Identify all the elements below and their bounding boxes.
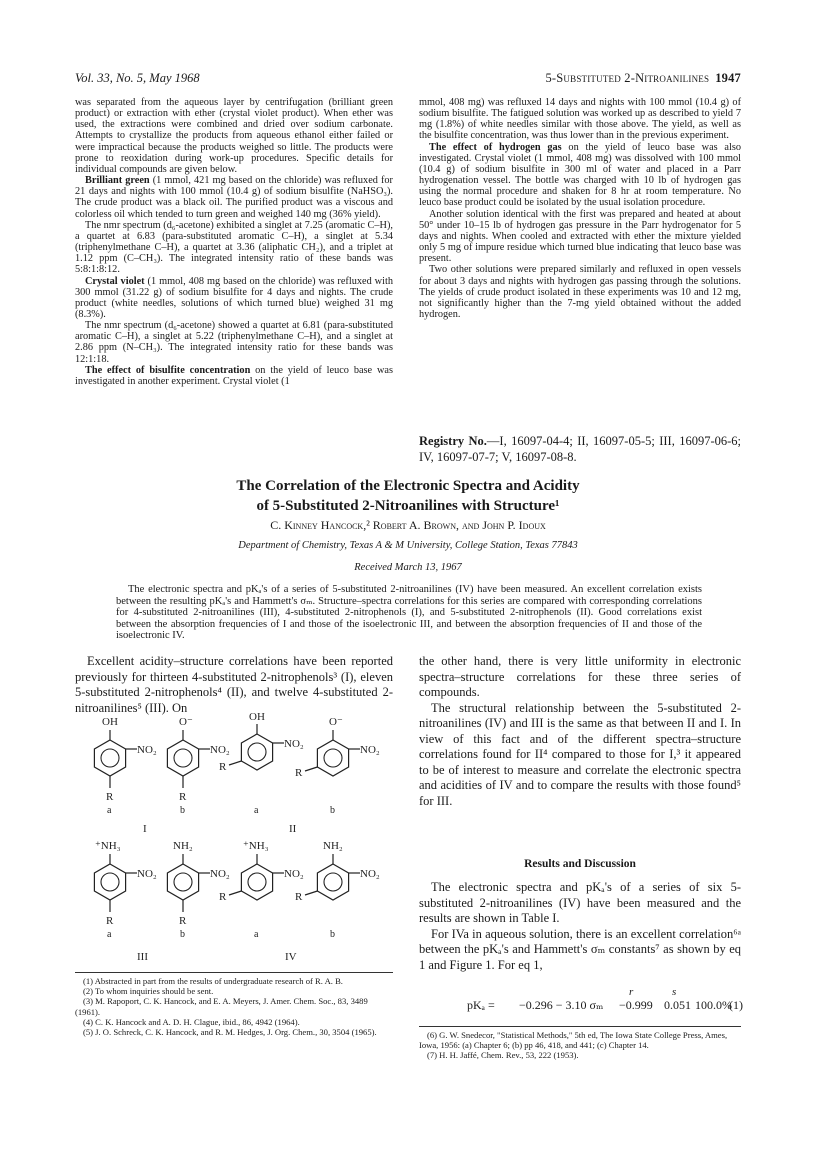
r-label: R xyxy=(179,791,187,803)
no2-label: NO₂ xyxy=(284,868,304,880)
paragraph: was separated from the aqueous layer by centrifugation (brilliant green product) or extraction with ether (crystal violet product). When ether was used, the extractions were combined and dried over sodium carbonate. Attempts to crystallize the products from aqueous ethanol either failed or were impractical because the products weighed so little. The products were prone to reoxidation during work-up procedures. Specific details for individual compounds are given below. xyxy=(75,97,393,175)
numeral-label: I xyxy=(143,823,147,835)
footnote: (2) To whom inquiries should be sent. xyxy=(83,986,214,997)
structure-IVa xyxy=(229,854,284,900)
no2-label: NO₂ xyxy=(360,744,380,756)
body-column-right xyxy=(419,654,741,809)
bold-lead: The effect of hydrogen gas xyxy=(429,141,562,153)
received-date: Received March 13, 1967 xyxy=(354,562,462,573)
no2-label: NO₂ xyxy=(284,738,304,750)
r-label: R xyxy=(106,915,114,927)
letter-label: b xyxy=(180,805,185,816)
group-label: O⁻ xyxy=(329,716,343,728)
footnote: (7) H. H. Jaffé, Chem. Rev., 53, 222 (1953). xyxy=(427,1050,579,1061)
title-line-2: of 5-Substituted 2-Nitroanilines with Structure¹ xyxy=(256,498,560,514)
paragraph: Another solution identical with the first was prepared and heated at about 50° under 10–15 lb of hydrogen gas pressure in the Parr hydrogenator for 5 days and nights. When cooled and extracted with ether the mixture yielded only 5 mg of impure residue which turned blue indicating that leuco base was present. xyxy=(419,208,741,265)
structure-IIb xyxy=(305,730,360,776)
paragraph: Two other solutions were prepared similarly and refluxed in open vessels for about 3 days and nights with hydrogen gas passing through the solutions. The yields of crude product isolated in these experiments was 10 and 12 mg, not significantly higher than the 7-mg yield obtained without the added hydrogen. xyxy=(419,264,741,320)
bold-lead: The effect of bisulfite concentration xyxy=(85,364,251,376)
structure-IIIb xyxy=(167,854,210,912)
footnote-rule xyxy=(75,972,393,973)
paragraph: the other hand, there is very little uniformity in electronic spectra–structure correlations for these three series of compounds. xyxy=(419,654,741,699)
footnotes-right xyxy=(419,1030,741,1061)
experimental-column-right xyxy=(419,97,741,320)
letter-label: a xyxy=(107,929,112,940)
letter-label: a xyxy=(254,805,259,816)
paragraph-bisulfite: The effect of bisulfite concentration on the yield of leuco base was investigated in another experiment. Crystal violet (1 xyxy=(75,364,393,387)
paragraph: The structural relationship between the 5-substituted 2-nitroanilines (IV) and III is the same as that between II and I. In view of this fact and of the different spectra–structure correlations found for II⁴ compared to those for I,³ it appeared to be of interest to measure and correlate the electronic spectra and acidities of IV and to compare the results with those found⁵ for III. xyxy=(419,700,741,808)
paragraph: For IVa in aqueous solution, there is an excellent correlation⁶ᵃ between the pKₐ's and Hammett's σₘ constants⁷ as shown by eq 1 and Figure 1. For eq 1, xyxy=(419,926,741,972)
letter-label: a xyxy=(107,805,112,816)
footnote-rule xyxy=(419,1026,741,1027)
footnote: (3) M. Rapoport, C. K. Hancock, and E. A. Meyers, J. Amer. Chem. Soc., 83, 3489 (1961). xyxy=(75,996,368,1017)
footnote: (1) Abstracted in part from the results of undergraduate research of R. A. B. xyxy=(83,976,343,986)
page-number: 1947 xyxy=(715,71,741,85)
equation-1 xyxy=(419,998,741,1014)
eq-percent: 100.0% xyxy=(695,998,732,1012)
structure-IVb xyxy=(305,854,360,900)
paragraph: The electronic spectra and pKₐ's of a series of six 5-substituted 2-nitroanilines (IV) have been measured and the results are shown in Table I. xyxy=(419,880,741,925)
eq-r-header: r xyxy=(629,986,634,998)
eq-s-header: s xyxy=(672,986,677,998)
no2-label: NO₂ xyxy=(137,868,157,880)
r-label: R xyxy=(219,761,227,773)
title-line-1: The Correlation of the Electronic Spectra and Acidity xyxy=(236,478,580,494)
letter-label: a xyxy=(254,929,259,940)
group-label: OH xyxy=(102,716,118,728)
bold-lead: Brilliant green xyxy=(85,175,150,187)
results-text xyxy=(419,880,741,973)
affiliation: Department of Chemistry, Texas A & M University, College Station, Texas 77843 xyxy=(238,540,578,551)
footnotes-left xyxy=(75,976,393,1037)
authors xyxy=(75,518,741,533)
numeral-label: III xyxy=(137,951,148,963)
running-header-right xyxy=(545,71,741,86)
footnote: (5) J. O. Schreck, C. K. Hancock, and R. M. Hedges, J. Org. Chem., 30, 3504 (1965). xyxy=(83,1027,377,1038)
registry-text: —I, 16097-04-4; II, 16097-05-5; III, 16097-06-6; IV, 16097-07-7; V, 16097-08-8. xyxy=(419,434,742,464)
registry-numbers xyxy=(419,433,741,465)
numeral-label: IV xyxy=(285,951,297,963)
r-label: R xyxy=(295,891,303,903)
author-list: C. Kinney Hancock,² Robert A. Brown, and John P. Idoux xyxy=(270,518,546,532)
eq-number: (1) xyxy=(729,998,743,1012)
eq-r-value: −0.999 xyxy=(619,998,653,1012)
group-label: ⁺NH₃ xyxy=(243,840,269,852)
no2-label: NO₂ xyxy=(210,868,230,880)
paragraph: The nmr spectrum (d₆-acetone) showed a quartet at 6.81 (para-substituted aromatic C–H), a singlet at 5.22 (triphenylmethane C–H), and a singlet at 2.86 ppm (N–CH₃). The integrated intensity ratio for these bands was 12:1:18. xyxy=(75,320,393,365)
eq-s-value: 0.051 xyxy=(664,998,691,1012)
eq-lhs: pKₐ = xyxy=(467,998,495,1012)
structure-Ia xyxy=(94,730,137,788)
footnote: (6) G. W. Snedecor, "Statistical Methods," 5th ed, The Iowa State College Press, Ames, Iowa, 1956: (a) Chapter 6; (b) pp 46, 418, and 441; (c) Chapter 14. xyxy=(419,1030,728,1051)
footnote: (4) C. K. Hancock and A. D. H. Clague, ibid., 86, 4942 (1964). xyxy=(83,1016,300,1027)
paragraph-brilliant-green: Brilliant green (1 mmol, 421 mg based on the chloride) was refluxed for 21 days and nights with 100 mmol (10.4 g) of sodium bisulfite (NaHSO₃). The crude product was a black oil. The purified product was a viscous and colorless oil which tended to turn green and weighed 140 mg (36% yield). xyxy=(75,175,393,220)
no2-label: NO₂ xyxy=(137,744,157,756)
letter-label: b xyxy=(330,929,335,940)
paragraph: mmol, 408 mg) was refluxed 14 days and nights with 100 mmol (10.4 g) of sodium bisulfite. The fatigued solution was worked up as described to yield 7 mg (1.8%) of white needles similar with those above. The yield, as well as the bisulfite concentration, was thus lower than in the previous experiment. xyxy=(419,97,741,142)
group-label: O⁻ xyxy=(179,716,193,728)
chemical-structures-figure xyxy=(75,712,393,968)
paragraph-hydrogen: The effect of hydrogen gas on the yield of leuco base was also investigated. Crystal violet (1 mmol, 408 mg) was dissolved with 100 mmol (10.4 g) of sodium bisulfite in 300 ml of water and placed in a Parr hydrogenation vessel. The bottle was charged with 10 lb of hydrogen gas using the normal procedure and shaken for 8 hr at room temperature. No leuco base product could be isolated by the usual isolation procedure. xyxy=(419,141,741,209)
group-label: ⁺NH₃ xyxy=(95,840,121,852)
intro-paragraph: Excellent acidity–structure correlations have been reported previously for thirteen 4-substituted 2-nitrophenols³ (I), eleven 5-substituted 2-nitrophenols⁴ (II), and twelve 4-substituted 2-nitroanilines⁵ (III). On xyxy=(75,654,393,715)
r-label: R xyxy=(295,767,303,779)
experimental-column-left xyxy=(75,97,393,387)
running-title: 5-Substituted 2-Nitroanilines xyxy=(545,71,710,85)
group-label: NH₂ xyxy=(323,840,343,852)
paragraph: The nmr spectrum (d₆-acetone) exhibited a singlet at 7.25 (aromatic C–H), a quartet at 6.83 (para-substituted aromatic C–H), a singlet at 5.34 (triphenylmethane C–H), a quartet at 3.36 (aliphatic CH₂), and a triplet at 1.12 ppm (C–CH₃). The integrated intensity ratio of these bands was 5:8:1:8:12. xyxy=(75,219,393,276)
article-title xyxy=(75,476,741,516)
bold-lead: Crystal violet xyxy=(85,275,145,287)
section-heading: Results and Discussion xyxy=(524,858,636,870)
letter-label: b xyxy=(330,805,335,816)
no2-label: NO₂ xyxy=(360,868,380,880)
eq-rhs: −0.296 − 3.10 σₘ xyxy=(519,998,604,1012)
structure-IIIa xyxy=(94,854,137,912)
structure-Ib xyxy=(167,730,210,788)
r-label: R xyxy=(219,891,227,903)
abstract: The electronic spectra and pKₐ's of a series of 5-substituted 2-nitroanilines (IV) have been measured. An excellent correlation exists between the resulting pKₐ's and Hammett's σₘ. Structure–spectra correlations for this series are compared with corresponding correlations for 4-substituted 2-nitroanilines (III), 4-substituted 2-nitrophenols (I), and 5-substituted 2-nitrophenols (II). Good correlations exist between the absorption frequencies of I and those of the isoelectronic III, and between the absorption frequencies of II and those of the isoelectronic IV. xyxy=(116,584,702,641)
paragraph-crystal-violet: Crystal violet (1 mmol, 408 mg based on the chloride) was refluxed with 300 mmol (31.22 g) of sodium bisulfite for 4 days and nights. The crude product (white needles, solutions of which turned blue) weighed 31 mg (8.3%). xyxy=(75,275,393,320)
r-label: R xyxy=(106,791,114,803)
group-label: OH xyxy=(249,712,265,723)
r-label: R xyxy=(179,915,187,927)
registry-label: Registry No. xyxy=(419,434,487,448)
no2-label: NO₂ xyxy=(210,744,230,756)
running-header-left: Vol. 33, No. 5, May 1968 xyxy=(75,71,200,85)
group-label: NH₂ xyxy=(173,840,193,852)
structure-IIa xyxy=(229,724,284,770)
letter-label: b xyxy=(180,929,185,940)
numeral-label: II xyxy=(289,823,297,835)
